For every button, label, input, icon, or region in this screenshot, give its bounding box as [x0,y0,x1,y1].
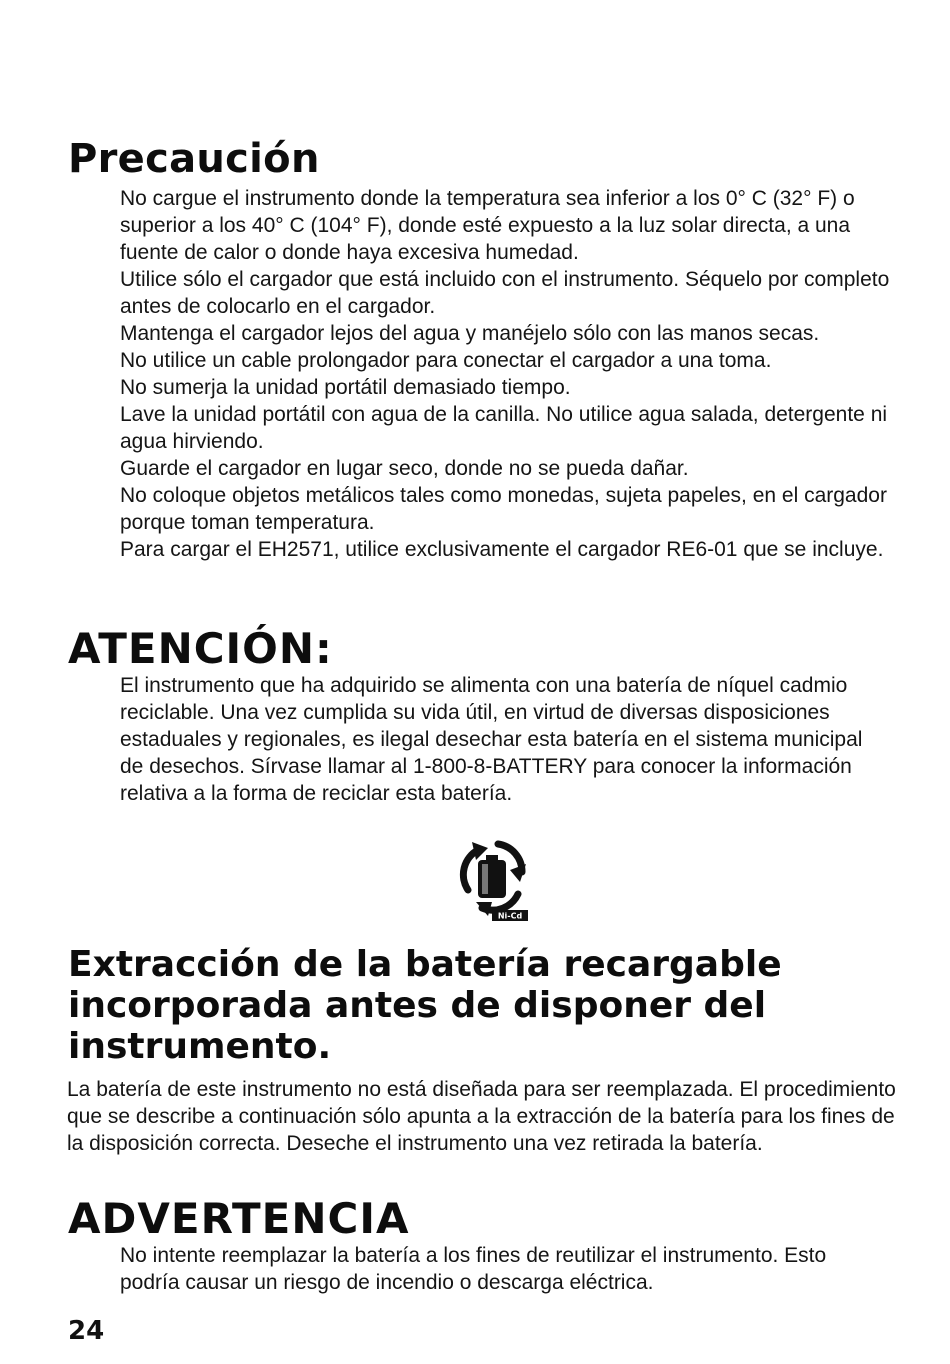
page-number: 24 [68,1316,105,1346]
section-title-advertencia: ADVERTENCIA [68,1194,410,1243]
extraccion-paragraph: La batería de este instrumento no está diseñada para ser reemplazada. El procedimiento que se describe a continuación sólo apunta a la extracción de la batería para los fines de la disposición correcta. Deseche el instrumento una vez retirada la batería. [67,1078,896,1155]
ni-cd-label: Ni-Cd [497,911,523,921]
atencion-paragraph: El instrumento que ha adquirido se alimenta con una batería de níquel cadmio reciclable. Una vez cumplida su vida útil, en virtud de diversas disposiciones estaduales y regionales, es ilegal desechar esta batería en el sistema municipal de desechos. Sírvase llamar al 1-800-8-BATTERY para conocer la información relativa a la forma de reciclar esta batería. [120,674,863,805]
section-title-atencion: ATENCIÓN: [68,624,333,673]
advertencia-paragraph: No intente reemplazar la batería a los fines de reutilizar el instrumento. Esto podría causar un riesgo de incendio o descarga eléctrica. [120,1244,827,1294]
precaucion-paragraph: No cargue el instrumento donde la temperatura sea inferior a los 0° C (32° F) o superior a los 40° C (104° F), donde esté expuesto a la luz solar directa, a una fuente de calor o donde haya excesiva humedad. [120,187,855,264]
battery-cell [478,855,506,898]
precaucion-paragraph: Guarde el cargador en lugar seco, donde no se pueda dañar. [120,457,689,480]
section-title-extraccion: Extracción de la batería recargable incorporada antes de disponer del instrumento. [68,944,782,1067]
precaucion-paragraph: Lave la unidad portátil con agua de la canilla. No utilice agua salada, detergente ni agua hirviendo. [120,403,888,453]
section-title-precaucion: Precaución [68,136,320,182]
precaucion-paragraph: No utilice un cable prolongador para conectar el cargador a una toma. [120,349,772,372]
advertencia-body [120,1242,890,1296]
precaucion-paragraph: Mantenga el cargador lejos del agua y manéjelo sólo con las manos secas. [120,322,820,345]
precaucion-paragraph: Para cargar el EH2571, utilice exclusivamente el cargador RE6-01 que se incluye. [120,538,884,561]
extraccion-body [67,1076,897,1157]
precaucion-paragraph: Utilice sólo el cargador que está incluido con el instrumento. Séquelo por completo antes de colocarlo en el cargador. [120,268,890,318]
precaucion-body [120,185,890,563]
precaucion-paragraph: No sumerja la unidad portátil demasiado tiempo. [120,376,571,399]
rbrc-recycle-battery-icon [448,832,536,922]
precaucion-paragraph: No coloque objetos metálicos tales como monedas, sujeta papeles, en el cargador porque toman temperatura. [120,484,887,534]
atencion-body [120,672,890,807]
